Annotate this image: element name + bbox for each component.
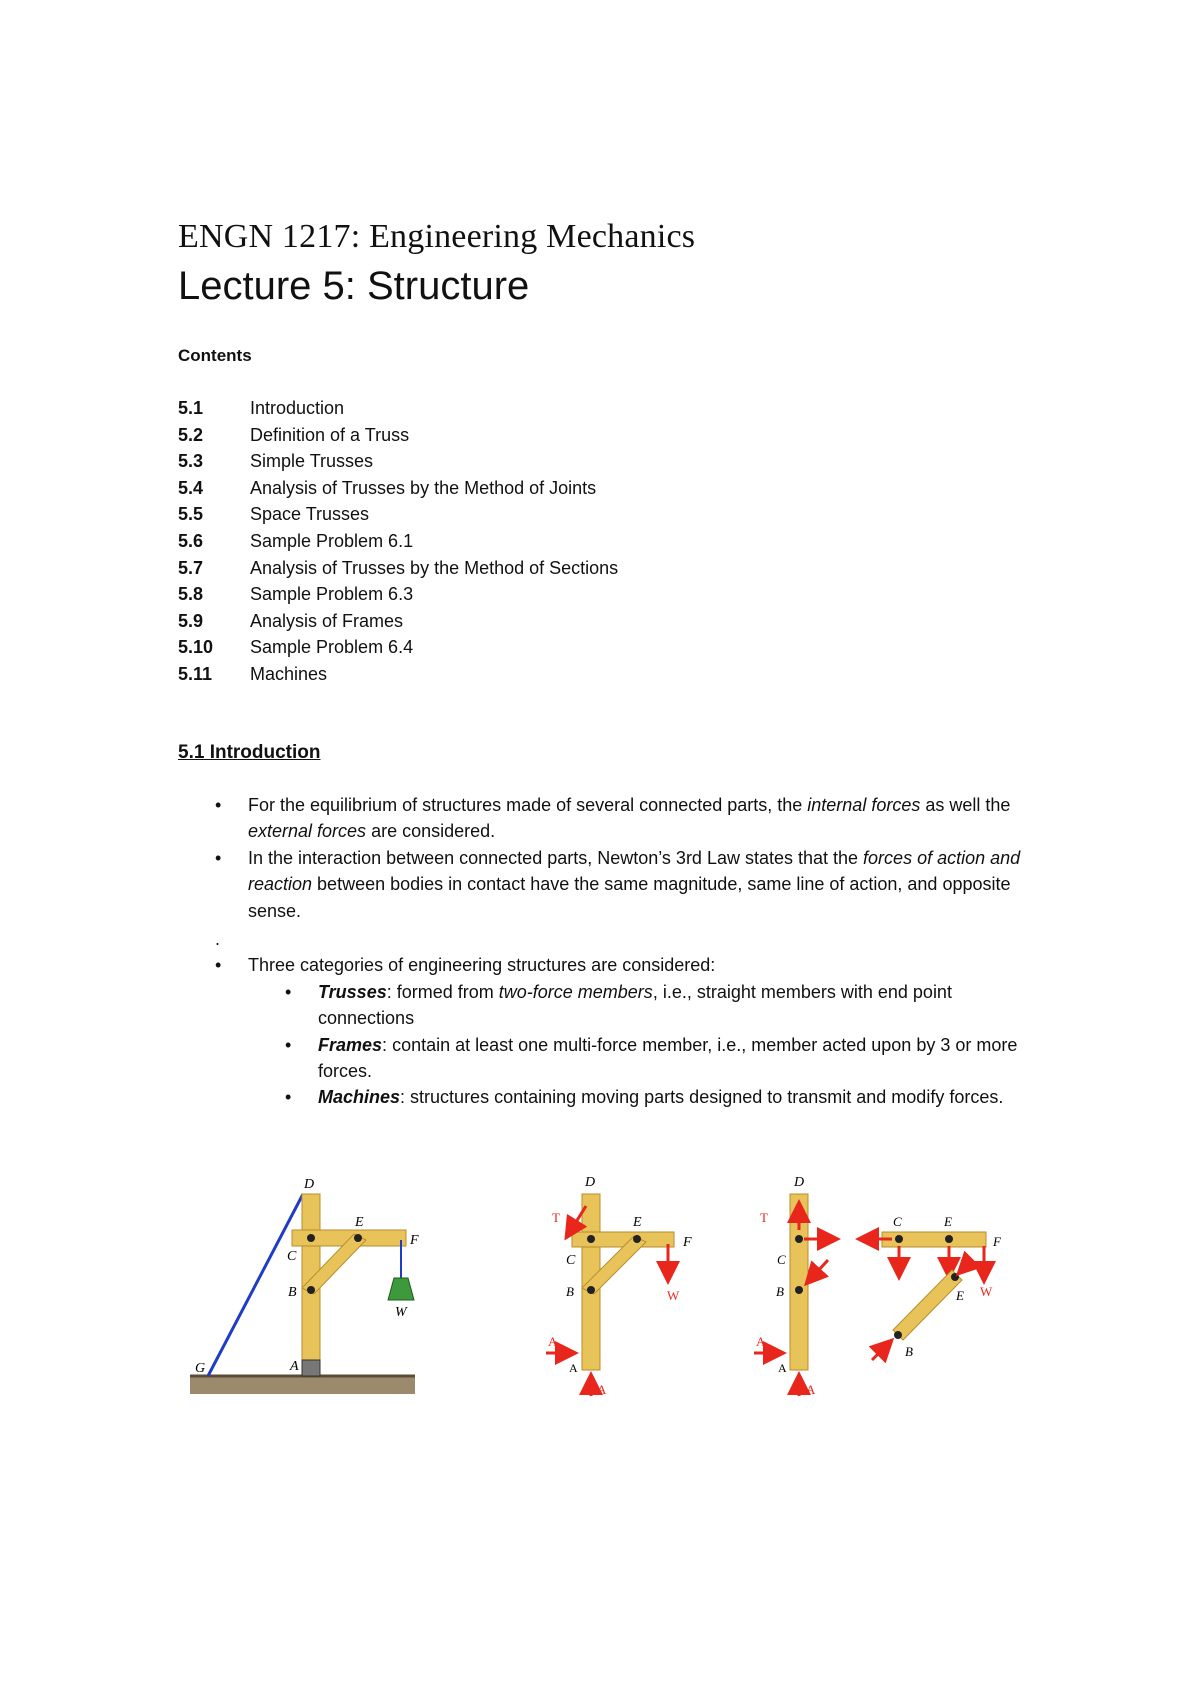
toc-title: Analysis of Frames bbox=[250, 610, 404, 631]
fbd1-label-f: F bbox=[683, 1235, 692, 1250]
bullet-internal-external: • For the equilibrium of structures made of several connected parts, the internal forces as well the external forces are considered. bbox=[178, 792, 1038, 845]
fbd1-label-w: W bbox=[667, 1288, 680, 1303]
contents-label: Contents bbox=[178, 346, 252, 365]
toc-number: 5.8 bbox=[178, 584, 204, 605]
lecture-title: Lecture 5: Structure bbox=[178, 264, 530, 308]
fbd2-label-b: B bbox=[776, 1284, 784, 1299]
fbd2-label-f: F bbox=[993, 1234, 1001, 1249]
label-e: E bbox=[355, 1215, 364, 1230]
fbd2-label-ax: A bbox=[756, 1334, 766, 1349]
fbd2-label-e: E bbox=[944, 1214, 952, 1229]
toc-item bbox=[178, 528, 618, 555]
toc-item bbox=[178, 661, 618, 688]
toc-item bbox=[178, 501, 618, 528]
toc-number: 5.9 bbox=[178, 610, 204, 631]
bullet-dot: • bbox=[215, 955, 222, 976]
frame-diagram bbox=[190, 1177, 419, 1394]
sub-bullet-machines: • Machines: structures containing moving parts designed to transmit and modify forces. bbox=[178, 1084, 1038, 1110]
toc-item bbox=[178, 581, 618, 608]
toc-item bbox=[178, 422, 618, 449]
label-g: G bbox=[195, 1361, 206, 1376]
bullet-dot: • bbox=[285, 981, 292, 1002]
toc-number: 5.5 bbox=[178, 504, 204, 525]
bullet-dot: • bbox=[285, 1087, 292, 1108]
bullet-empty bbox=[178, 926, 1038, 952]
fbd1-label-t: T bbox=[552, 1210, 560, 1225]
bullet-dot: • bbox=[285, 1034, 292, 1055]
ground bbox=[190, 1376, 415, 1394]
fbd2-label-c2: C bbox=[893, 1214, 902, 1229]
toc-title: Space Trusses bbox=[250, 504, 370, 525]
fbd2-label-c: C bbox=[777, 1252, 786, 1267]
fbd-members bbox=[754, 1175, 1002, 1397]
fbd2-label-e2: E bbox=[956, 1288, 964, 1303]
fbd1-label-c: C bbox=[566, 1253, 576, 1268]
toc-item bbox=[178, 634, 618, 661]
label-b: B bbox=[288, 1285, 297, 1300]
toc-title: Sample Problem 6.4 bbox=[250, 637, 414, 658]
toc-number: 5.7 bbox=[178, 557, 204, 578]
fbd2-label-ay: A bbox=[806, 1382, 816, 1397]
fbd1-label-d: D bbox=[585, 1175, 596, 1190]
label-d: D bbox=[304, 1177, 315, 1192]
label-c: C bbox=[287, 1249, 297, 1264]
bullet-three-categories: • Three categories of engineering structures are considered: bbox=[178, 952, 1038, 978]
bullet-dot: • bbox=[215, 795, 222, 815]
intro-bullets bbox=[178, 792, 1038, 1111]
label-a: A bbox=[290, 1359, 299, 1374]
fbd1-label-e: E bbox=[633, 1215, 642, 1230]
course-title: ENGN 1217: Engineering Mechanics bbox=[178, 218, 696, 255]
toc-number: 5.11 bbox=[178, 663, 213, 684]
weight-w bbox=[388, 1278, 414, 1300]
fbd-whole-frame bbox=[546, 1175, 692, 1397]
toc-title: Analysis of Trusses by the Method of Sections bbox=[250, 557, 619, 578]
toc-item bbox=[178, 555, 618, 582]
fbd2-label-t: T bbox=[760, 1210, 768, 1225]
toc-number: 5.6 bbox=[178, 530, 204, 551]
fbd1-label-ay: A bbox=[597, 1382, 607, 1397]
toc-title: Introduction bbox=[250, 398, 345, 418]
table-of-contents bbox=[178, 395, 618, 688]
fbd2-label-a: A bbox=[778, 1361, 787, 1375]
sub-bullet-frames: • Frames: contain at least one multi-force member, i.e., member acted upon by 3 or more forces. bbox=[178, 1032, 1038, 1085]
fbd2-label-d: D bbox=[794, 1175, 805, 1190]
toc-number: 5.4 bbox=[178, 477, 204, 498]
fbd2-label-b2: B bbox=[905, 1344, 913, 1359]
toc-number: 5.2 bbox=[178, 424, 204, 445]
bullet-dot: • bbox=[215, 847, 222, 868]
toc-item bbox=[178, 395, 618, 422]
toc-item bbox=[178, 448, 618, 475]
fbd1-label-b: B bbox=[566, 1284, 574, 1299]
toc-number: 5.3 bbox=[178, 451, 204, 472]
section-heading-intro: 5.1 Introduction bbox=[178, 742, 321, 763]
toc-title: Simple Trusses bbox=[250, 451, 374, 472]
label-w: W bbox=[395, 1305, 407, 1320]
fbd1-label-a: A bbox=[569, 1361, 578, 1375]
frame-fbd-figure bbox=[0, 1160, 1200, 1400]
toc-title: Sample Problem 6.1 bbox=[250, 530, 414, 551]
toc-title: Definition of a Truss bbox=[250, 424, 410, 445]
bullet-dot: . bbox=[215, 929, 221, 950]
label-f: F bbox=[410, 1233, 419, 1248]
toc-item bbox=[178, 608, 618, 635]
bullet-newtons-third-law: • In the interaction between connected parts, Newton’s 3rd Law states that the forces of action and reaction between bodies in contact have the same magnitude, same line of action, and opposite sense. bbox=[178, 845, 1038, 924]
toc-number: 5.1 bbox=[178, 398, 204, 418]
fbd1-label-ax: A bbox=[548, 1334, 558, 1349]
toc-item bbox=[178, 475, 618, 502]
toc-title: Sample Problem 6.3 bbox=[250, 584, 414, 605]
sub-bullet-trusses: • Trusses: formed from two-force members, i.e., straight members with end point connections bbox=[178, 979, 1038, 1032]
toc-title: Analysis of Trusses by the Method of Joints bbox=[250, 477, 597, 498]
toc-title: Machines bbox=[250, 663, 328, 684]
fbd2-label-w: W bbox=[980, 1284, 993, 1299]
toc-number: 5.10 bbox=[178, 637, 214, 658]
